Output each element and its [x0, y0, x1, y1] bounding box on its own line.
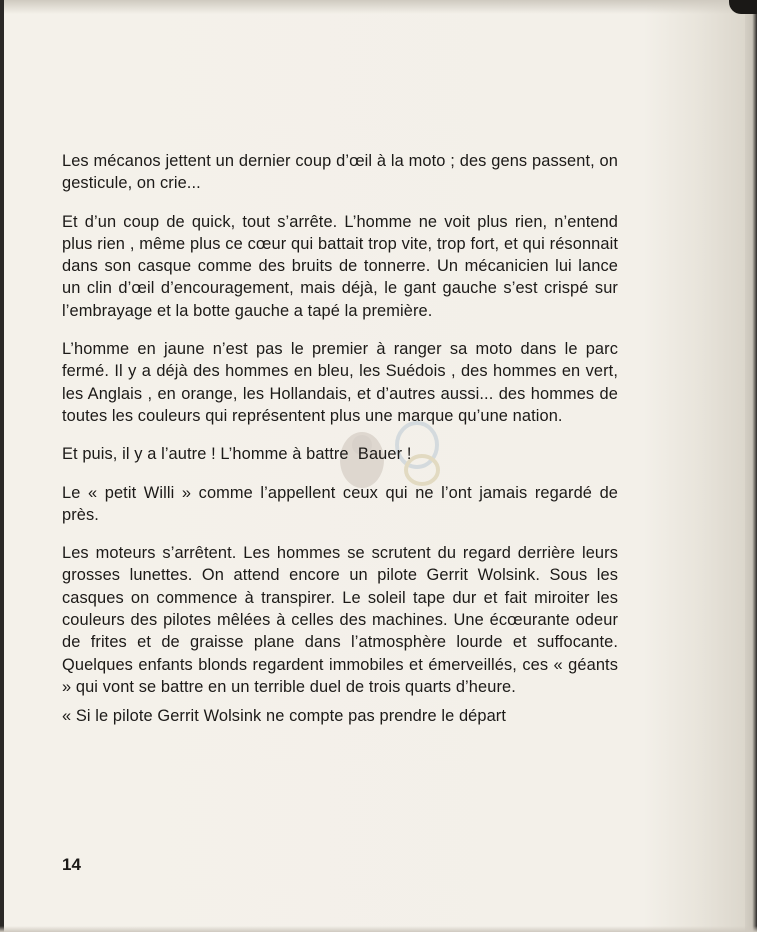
paragraph-3: L’homme en jaune n’est pas le premier à ranger sa moto dans le parc fermé. Il y a déjà des hommes en bleu, les Suédois , des hommes en vert, les Anglais , en orange, les Hollandais, et d’autres aussi... des hommes de toutes les couleurs qui représentent plus une marque qu’une nation. [62, 340, 618, 425]
paragraph-5: Le « petit Willi » comme l’appellent ceux qui ne l’ont jamais regardé de près. [62, 483, 618, 524]
bottom-edge [0, 926, 757, 932]
paragraph-2: Et d’un coup de quick, tout s’arrête. L’homme ne voit plus rien, n’entend plus rien , même plus ce cœur qui battait trop vite, trop fort, et qui résonnait dans son casque comme des bruits de tonnerre. Un mécanicien lui lance un clin d’œil d’encouragement, mais déjà, le gant gauche s’est crispé sur l’embrayage et la botte gauche a tapé la première. [62, 212, 618, 320]
right-edge [745, 0, 757, 932]
body-text [62, 150, 618, 744]
paragraph-4: Et puis, il y a l’autre ! L’homme à battre Bauer ! [62, 445, 412, 464]
paragraph-7: « Si le pilote Gerrit Wolsink ne compte pas prendre le départ [62, 707, 507, 726]
paragraph-6: Les moteurs s’arrêtent. Les hommes se scrutent du regard derrière leurs grosses lunettes. On attend encore un pilote Gerrit Wolsink. Sous les casques on commence à transpirer. Le soleil tape dur et fait miroiter les couleurs des pilotes mêlées à celles des machines. Une écœurante odeur de frites et de graisse plane dans l’atmosphère lourde et suffocante. Quelques enfants blonds regardent immobiles et émerveillés, ces « géants » qui vont se battre en un terrible duel de trois quarts d’heure. [62, 544, 618, 696]
top-shadow [0, 0, 757, 14]
page-number: 14 [62, 855, 81, 874]
paragraph-1: Les mécanos jettent un dernier coup d’œil à la moto ; des gens passent, on gesticule, on crie... [62, 152, 618, 193]
left-edge [0, 0, 4, 932]
